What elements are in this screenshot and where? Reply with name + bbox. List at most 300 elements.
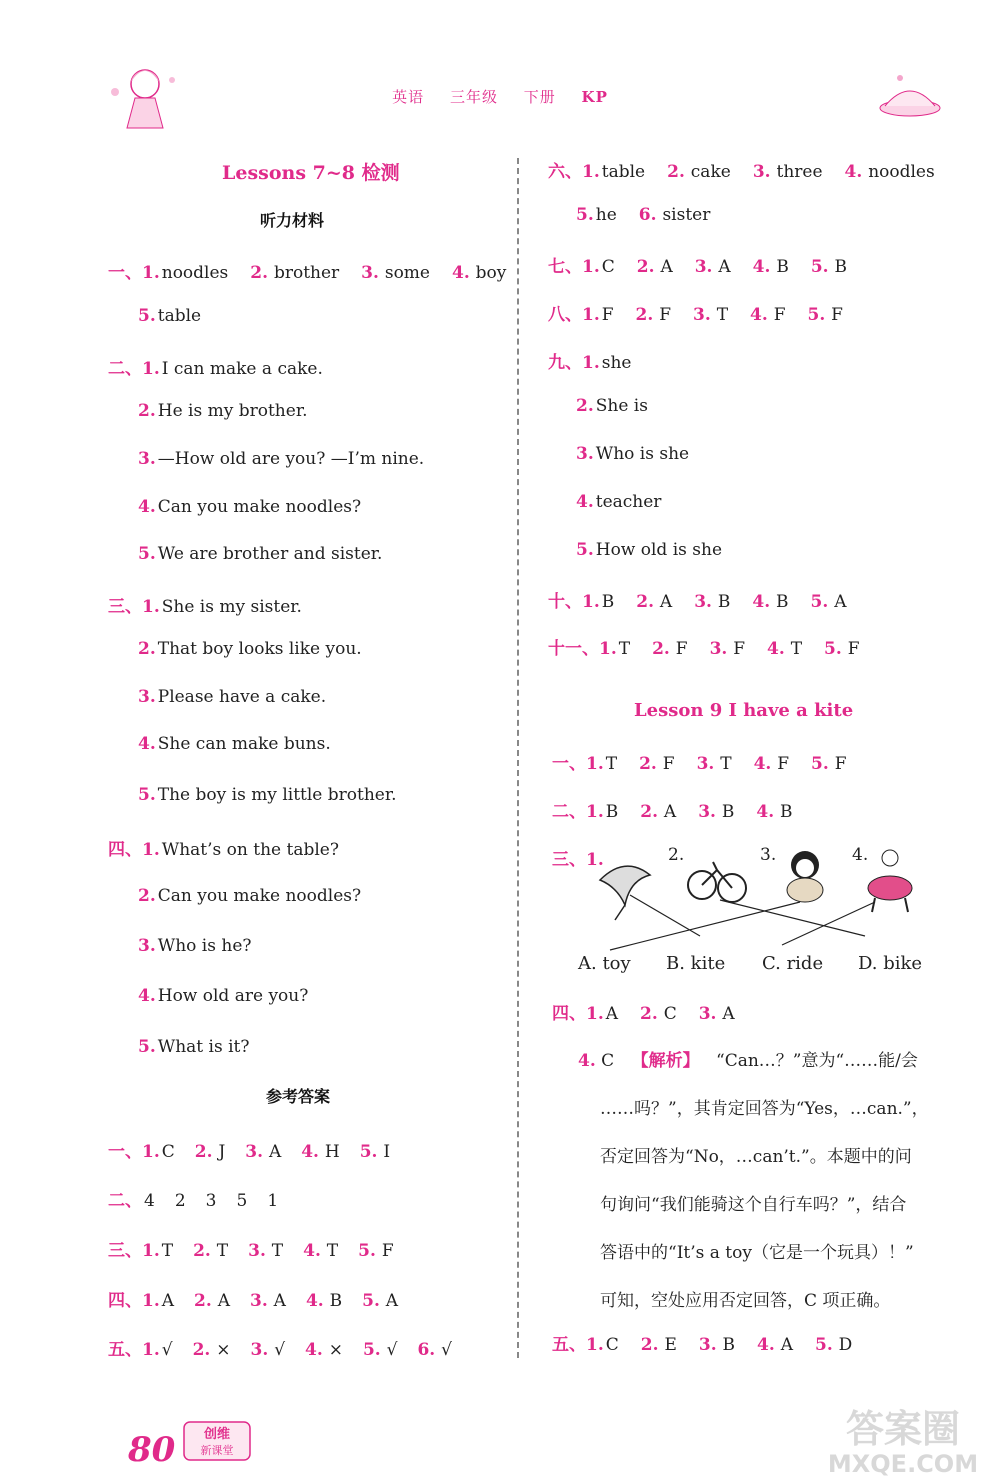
section-title-lesson-9: Lesson 9 I have a kite [634, 700, 854, 721]
sub-number: 3. [361, 263, 385, 283]
question-number: 十一、1. [548, 639, 617, 659]
sub-number: 6. [417, 1340, 442, 1360]
sub-number: 4. [301, 1142, 325, 1162]
listening-material-title: 听力材料 [260, 211, 325, 230]
sub-number: 4. [756, 802, 781, 822]
answer-text: Can you make noodles? [157, 886, 362, 906]
explanation-line-3: 句询问“我们能骑这个自行车吗？”，结合 [600, 1195, 907, 1215]
answer-text: T [618, 639, 631, 659]
answer-item [845, 162, 935, 182]
answer-text: B [780, 802, 793, 822]
q4-4-answer: 4. C 【解析】 [578, 1051, 700, 1071]
answer-item [602, 305, 614, 325]
answer-line [138, 306, 201, 326]
match-line-2-d [720, 900, 865, 936]
answer-text: T [271, 1241, 284, 1261]
sub-number: 2. [640, 1004, 664, 1024]
answer-line [576, 205, 710, 225]
answer-item [753, 162, 823, 182]
answer-item [158, 401, 308, 421]
question-number: 五、1. [552, 1335, 604, 1355]
question-number: 2. [138, 401, 156, 421]
answer-item [652, 639, 687, 659]
answer-text: A [834, 592, 847, 612]
sub-number: 3. [698, 1335, 723, 1355]
sub-number: 4. [303, 1241, 327, 1261]
sub-number: 4. [752, 592, 777, 612]
answer-item [756, 802, 792, 822]
question-number: 五、1. [108, 1340, 160, 1360]
answer-item [245, 1142, 281, 1162]
answer-line [576, 492, 661, 512]
answer-item [417, 1340, 452, 1360]
answer-item [811, 257, 847, 277]
sub-number: 4. [757, 1335, 781, 1355]
answer-item [361, 263, 430, 283]
answer-item [358, 1241, 393, 1261]
answer-item [158, 785, 397, 805]
question-number: 4. [576, 492, 594, 512]
answer-text: B [605, 802, 619, 822]
question-number: 5. [138, 785, 156, 805]
bike-icon [688, 862, 746, 902]
answer-item [636, 305, 671, 325]
answer-text: A [273, 1291, 286, 1311]
answer-line [108, 1236, 394, 1261]
answer-line [548, 348, 631, 373]
sub-number: 5. [359, 1142, 384, 1162]
answer-text: some [384, 263, 430, 283]
answer-text: That boy looks like you. [157, 639, 362, 659]
answer-text: A [722, 1004, 735, 1024]
answer-item [162, 1241, 173, 1261]
answer-text: B [776, 257, 789, 277]
answer-text: B [601, 592, 615, 612]
answer-text: √ [161, 1340, 173, 1360]
answer-item [193, 1241, 228, 1261]
sub-number: 2. [194, 1142, 219, 1162]
answer-text: T [605, 754, 618, 774]
answer-item [641, 1335, 677, 1355]
answer-text: √ [386, 1340, 398, 1360]
answer-item [602, 162, 645, 182]
svg-text:新课堂: 新课堂 [200, 1444, 234, 1457]
question-number: 六、1. [548, 162, 600, 182]
answer-item [619, 639, 630, 659]
answer-item [251, 1340, 286, 1360]
answer-line [108, 1137, 390, 1162]
answer-text: T [326, 1241, 339, 1261]
girl-with-toy-icon [787, 851, 823, 902]
answer-line [576, 540, 722, 560]
question-number: 七、1. [548, 257, 600, 277]
answer-text: F [675, 639, 688, 659]
kite-icon [600, 866, 650, 920]
answer-item [640, 802, 676, 822]
svg-text:答案圈: 答案圈 [845, 1407, 961, 1451]
answer-text: He is my brother. [157, 401, 308, 421]
sub-number: 4. [752, 257, 777, 277]
answer-item [194, 1291, 230, 1311]
sub-number: 4. [451, 263, 476, 283]
answer-item [640, 1004, 677, 1024]
matching-num-4: 4. [852, 845, 869, 865]
option-c-ride: C. ride [762, 953, 824, 974]
answer-line [552, 797, 793, 822]
publisher-logo [182, 1418, 252, 1463]
question-number: 八、1. [548, 305, 600, 325]
question-number: 2. [138, 639, 156, 659]
answer-item [303, 1241, 338, 1261]
answer-text: table [601, 162, 646, 182]
answer-line [548, 300, 843, 325]
sub-number: 5. [358, 1241, 382, 1261]
sub-number: 2. [194, 1291, 218, 1311]
answer-item [144, 1191, 155, 1211]
explanation-line-0: “Can…？”意为“……能/会 [716, 1051, 918, 1071]
sub-number: 2. [639, 754, 663, 774]
sub-number: 3. [698, 802, 722, 822]
answer-line [108, 1335, 452, 1360]
answer-line [548, 157, 935, 182]
answer-text: A [660, 257, 673, 277]
question-number: 四、1. [552, 1004, 604, 1024]
answer-text: Please have a cake. [157, 687, 327, 707]
sub-number: 4. [305, 1291, 330, 1311]
answer-item [750, 305, 785, 325]
question-number: 3. [138, 687, 156, 707]
answer-text: F [662, 754, 675, 774]
answer-text: F [601, 305, 614, 325]
question-number: 二、1. [108, 359, 160, 379]
answer-item [753, 257, 789, 277]
reference-answers-title: 参考答案 [266, 1087, 331, 1106]
answer-item [162, 263, 229, 283]
question-number: 5. [576, 540, 594, 560]
answer-text: Who is he? [157, 936, 252, 956]
answer-item [305, 1340, 343, 1360]
sub-number: 4. [305, 1340, 329, 1360]
sub-number: 5. [362, 1291, 386, 1311]
answer-text: A [718, 257, 731, 277]
answer-text: A [385, 1291, 399, 1311]
answer-text: A [659, 592, 673, 612]
answer-item [811, 592, 847, 612]
question-number: 4. [138, 497, 156, 517]
answer-text: A [663, 802, 677, 822]
answer-line [108, 354, 323, 379]
answer-line [138, 687, 326, 707]
answer-text: A [217, 1291, 230, 1311]
answer-text: teacher [595, 492, 662, 512]
answer-item [158, 449, 424, 469]
answer-text: What’s on the table? [161, 840, 339, 860]
answer-item [158, 734, 331, 754]
answer-item [596, 444, 689, 464]
answer-text: T [161, 1241, 174, 1261]
answer-text: T [216, 1241, 229, 1261]
answer-text: A [161, 1291, 175, 1311]
answer-line [552, 999, 735, 1024]
answer-item [158, 544, 383, 564]
answer-item [236, 1191, 247, 1211]
question-number: 5. [138, 1037, 156, 1057]
answer-item [175, 1191, 186, 1211]
sub-number: 3. [694, 257, 719, 277]
answer-text: 1 [267, 1191, 279, 1211]
sub-number: 3. [245, 1142, 269, 1162]
answer-text: A [780, 1335, 793, 1355]
answer-item [815, 1335, 852, 1355]
answer-text: B [329, 1291, 343, 1311]
answer-item [360, 1142, 390, 1162]
answer-line [108, 258, 506, 283]
answer-text: F [831, 305, 843, 325]
answer-text: F [847, 639, 860, 659]
sub-number: 2. [652, 639, 676, 659]
answer-line [138, 886, 361, 906]
question-number: 九、1. [548, 353, 600, 373]
answer-item [193, 1340, 231, 1360]
matching-question-number: 三、1. [552, 850, 604, 870]
question-number: 4. [138, 734, 156, 754]
question-number: 4. [138, 986, 156, 1006]
answer-text: A [268, 1142, 282, 1162]
svg-text:MXQE.COM: MXQE.COM [827, 1450, 979, 1478]
question-number: 2. [576, 396, 594, 416]
question-number: 2. [138, 886, 156, 906]
answer-item [162, 1340, 173, 1360]
explanation-line-5: 可知，空处应用否定回答，C 项正确。 [600, 1291, 891, 1311]
answer-item [602, 257, 615, 277]
answer-item [699, 1004, 735, 1024]
answer-text: 5 [236, 1191, 248, 1211]
answer-text: The boy is my little brother. [157, 785, 397, 805]
answer-line [576, 444, 689, 464]
answer-text: 3 [205, 1191, 217, 1211]
answer-item [637, 257, 673, 277]
answer-text: noodles [868, 162, 935, 182]
answer-item [697, 754, 732, 774]
header-subject: 英语 [392, 88, 425, 106]
sub-number: 3. [696, 754, 721, 774]
answer-item [195, 1142, 226, 1162]
watermark-logo [818, 1400, 988, 1480]
question-number: 3. [576, 444, 594, 464]
answer-item [250, 1291, 286, 1311]
answer-item [596, 492, 662, 512]
answer-line [138, 497, 361, 517]
answer-item [248, 1241, 283, 1261]
answer-text: She is my sister. [161, 597, 302, 617]
answer-item [363, 1340, 398, 1360]
answer-item [162, 359, 323, 379]
answer-text: noodles [161, 263, 229, 283]
sub-number: 5. [824, 639, 848, 659]
answer-text: C [663, 1004, 677, 1024]
answer-item [757, 1335, 793, 1355]
sub-number: 5. [811, 754, 835, 774]
explanation-line-2: 否定回答为“No，…can’t.”。本题中的问 [600, 1147, 912, 1167]
answer-item [695, 257, 731, 277]
answer-text: C [161, 1142, 175, 1162]
question-number: 四、1. [108, 1291, 160, 1311]
answer-text: B [776, 592, 789, 612]
answer-text: she [601, 353, 632, 373]
sub-number: 2. [193, 1241, 217, 1261]
question-number: 四、1. [108, 840, 160, 860]
answer-item [162, 1142, 175, 1162]
sub-number: 2. [640, 802, 664, 822]
sub-number: 3. [694, 592, 718, 612]
answer-text: three [776, 162, 823, 182]
answer-item [754, 754, 789, 774]
sub-number: 4. [750, 305, 774, 325]
answer-text: T [790, 639, 803, 659]
answer-line [138, 785, 397, 805]
answer-item [639, 205, 711, 225]
matching-num-3: 3. [760, 845, 777, 865]
answer-text: 2 [174, 1191, 186, 1211]
explanation-line-1: ……吗？”，其肯定回答为“Yes，…can.”， [600, 1099, 929, 1119]
sub-number: 5. [810, 592, 835, 612]
sub-number: 3. [693, 305, 717, 325]
answer-item [162, 597, 302, 617]
answer-item [693, 305, 728, 325]
answer-text: brother [273, 263, 340, 283]
answer-line [552, 1330, 852, 1355]
answer-text: boy [475, 263, 507, 283]
answer-item [267, 1191, 278, 1211]
question-number: 二、1. [552, 802, 604, 822]
question-number: 5. [576, 205, 594, 225]
sub-number: 3. [752, 162, 777, 182]
answer-text: What is it? [157, 1037, 250, 1057]
option-d-bike: D. bike [858, 953, 923, 974]
sub-number: 5. [362, 1340, 387, 1360]
sub-number: 2. [636, 592, 660, 612]
question-number: 3. [138, 449, 156, 469]
answer-text: F [834, 754, 847, 774]
answer-item [596, 396, 648, 416]
sub-number: 3. [250, 1340, 275, 1360]
answer-line [138, 401, 307, 421]
answer-text: T [716, 305, 729, 325]
answer-item [699, 1335, 735, 1355]
answer-item [606, 1335, 619, 1355]
answer-text: √ [274, 1340, 286, 1360]
header-edition: KP [581, 88, 608, 106]
answer-item [596, 540, 722, 560]
answer-text: B [717, 592, 731, 612]
answer-item [694, 592, 730, 612]
answer-text: F [773, 305, 786, 325]
answer-text: How old is she [595, 540, 723, 560]
answer-line [108, 1186, 278, 1211]
answer-text: B [721, 802, 735, 822]
sub-number: 5. [810, 257, 835, 277]
answer-item [158, 687, 326, 707]
answer-text: Who is she [595, 444, 690, 464]
answer-item [667, 162, 731, 182]
header-volume: 下册 [523, 88, 556, 106]
answer-item [158, 497, 361, 517]
sub-number: 3. [249, 1291, 274, 1311]
match-line-3-a [610, 902, 800, 950]
answer-item [606, 1004, 618, 1024]
answer-text: H [324, 1142, 340, 1162]
answer-line [576, 396, 648, 416]
answer-item [602, 592, 615, 612]
sub-number: 2. [192, 1340, 217, 1360]
svg-text:创维: 创维 [203, 1427, 231, 1442]
answer-text: B [834, 257, 848, 277]
sub-number: 4. [767, 639, 791, 659]
answer-item [206, 1191, 217, 1211]
answer-text: F [659, 305, 672, 325]
section-title-lessons-7-8: Lessons 7~8 检测 [222, 162, 400, 184]
answer-text: table [157, 306, 202, 326]
answer-text: cake [690, 162, 731, 182]
page-number: 80 [128, 1430, 176, 1470]
sub-number: 5. [814, 1335, 839, 1355]
answer-text: D [838, 1335, 853, 1355]
question-number: 二、 [108, 1191, 142, 1211]
answer-text: I [383, 1142, 391, 1162]
answer-item [808, 305, 843, 325]
answer-text: E [664, 1335, 677, 1355]
answer-item [606, 802, 619, 822]
answer-text: How old are you? [157, 986, 309, 1006]
answer-line [138, 544, 382, 564]
answer-text: F [733, 639, 746, 659]
question-number: 十、1. [548, 592, 600, 612]
explanation-line-4: 答语中的“It’s a toy（它是一个玩具）！” [600, 1243, 914, 1263]
sub-number: 4. [844, 162, 869, 182]
answer-text: I can make a cake. [161, 359, 323, 379]
answer-line [138, 1037, 250, 1057]
option-b-kite: B. kite [666, 953, 726, 974]
answer-item [158, 986, 309, 1006]
answer-text: She is [595, 396, 648, 416]
answer-item [158, 639, 362, 659]
option-a-toy: A. toy [578, 953, 631, 974]
answer-item [158, 936, 252, 956]
answer-item [306, 1291, 342, 1311]
answer-item [250, 263, 339, 283]
answer-line [548, 252, 847, 277]
answer-line [548, 587, 847, 612]
answer-item [606, 754, 617, 774]
answer-text: We are brother and sister. [157, 544, 383, 564]
question-number: 一、1. [108, 1142, 160, 1162]
answer-line [552, 749, 847, 774]
answer-line [108, 1286, 398, 1311]
answer-line [138, 734, 331, 754]
answer-text: Can you make noodles? [157, 497, 362, 517]
answer-line [548, 634, 860, 659]
answer-item [752, 592, 788, 612]
question-number: 5. [138, 544, 156, 564]
answer-line [138, 936, 252, 956]
answer-item [158, 306, 201, 326]
answer-item [596, 205, 617, 225]
answer-item [301, 1142, 340, 1162]
answer-item [811, 754, 846, 774]
answer-text: sister [662, 205, 711, 225]
answer-item [158, 886, 361, 906]
answer-text: C [605, 1335, 619, 1355]
